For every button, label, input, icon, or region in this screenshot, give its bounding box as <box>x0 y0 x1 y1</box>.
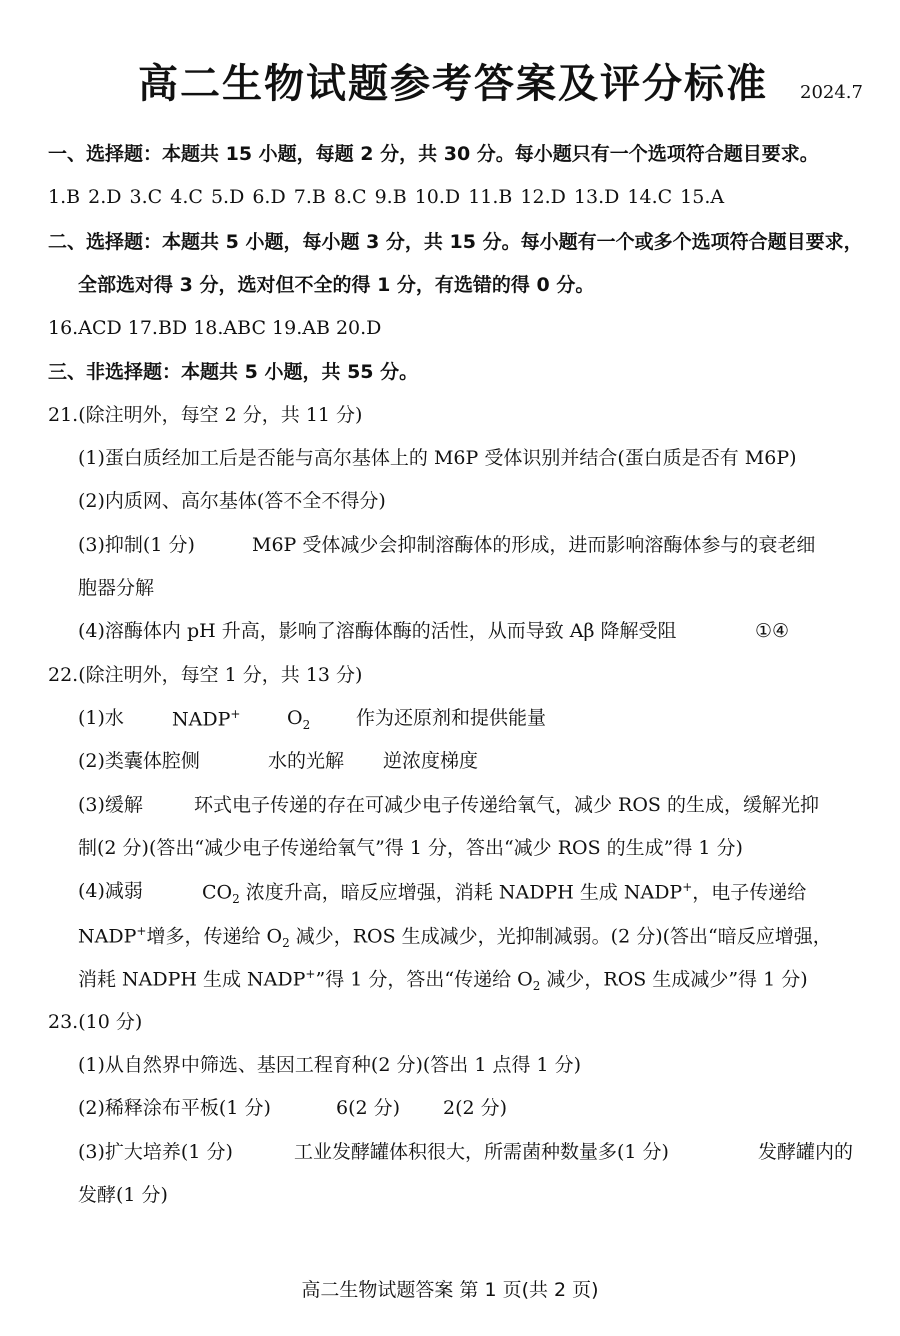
section1-answers: 1.B 2.D 3.C 4.C 5.D 6.D 7.B 8.C 9.B 10.D 11.B 12.D 13.D 14.C 15.A <box>48 186 725 208</box>
q21-part4-answer: (4)溶酶体内 pH 升高，影响了溶酶体酶的活性，从而导致 Aβ 降解受阻 <box>78 620 677 642</box>
q21-part3-explanation: M6P 受体减少会抑制溶酶体的形成，进而影响溶酶体参与的衰老细 <box>252 534 816 556</box>
q21-part4-options: ①④ <box>755 620 790 642</box>
q21-part1: (1)蛋白质经加工后是否能与高尔基体上的 M6P 受体识别并结合(蛋白质是否有 M6P) <box>78 447 797 469</box>
section3-heading: 三、非选择题：本题共 5 小题，共 55 分。 <box>48 361 419 383</box>
q22-part3-continued: 制(2 分)(答出“减少电子传递给氧气”得 1 分，答出“减少 ROS 的生成”得 1 分) <box>78 837 743 859</box>
q22-part1-answer4: 作为还原剂和提供能量 <box>356 707 547 729</box>
q22-part2-answer3: 逆浓度梯度 <box>383 750 479 772</box>
section1-heading: 一、选择题：本题共 15 小题，每题 2 分，共 30 分。每小题只有一个选项符合题目要求。 <box>48 143 819 165</box>
q22-part4-continued-2: 消耗 NADPH 生成 NADP+”得 1 分，答出“传递给 $O_2$ 减少，ROS 生成减少”得 1 分) <box>78 967 808 994</box>
q23-part2-answer1: (2)稀释涂布平板(1 分) <box>78 1097 271 1119</box>
page-footer: 高二生物试题答案 第 1 页(共 2 页) <box>301 1279 599 1301</box>
q22-part1-answer2: NADP+ <box>172 707 241 731</box>
q23-part3-answer1: (3)扩大培养(1 分) <box>78 1141 233 1163</box>
q21-part2: (2)内质网、高尔基体(答不全不得分) <box>78 490 386 512</box>
q21-part3-continued: 胞器分解 <box>78 577 155 599</box>
q22-part2-answer1: (2)类囊体腔侧 <box>78 750 200 772</box>
q23-part2-answer3: 2(2 分) <box>443 1097 508 1119</box>
exam-date: 2024.7 <box>800 82 863 103</box>
q23-part3-answer3: 发酵罐内的 <box>758 1141 854 1163</box>
q22-part4-continued-1: NADP+增多，传递给 $O_2$ 减少，ROS 生成减少，光抑制减弱。(2 分)(答出“暗反应增强， <box>78 924 832 951</box>
q21-part3-answer: (3)抑制(1 分) <box>78 534 195 556</box>
page-title: 高二生物试题参考答案及评分标准 <box>138 61 768 107</box>
q23-part2-answer2: 6(2 分) <box>336 1097 401 1119</box>
section2-heading-line1: 二、选择题：本题共 5 小题，每小题 3 分，共 15 分。每小题有一个或多个选项符合题目要求， <box>48 231 863 253</box>
q22-part4-answer: (4)减弱 <box>78 880 143 902</box>
q23-title: 23.(10 分) <box>48 1011 143 1033</box>
q23-part3-continued: 发酵(1 分) <box>78 1184 168 1206</box>
q22-title: 22.(除注明外，每空 1 分，共 13 分) <box>48 664 363 686</box>
q22-part3-answer: (3)缓解 <box>78 794 143 816</box>
q21-title: 21.(除注明外，每空 2 分，共 11 分) <box>48 404 363 426</box>
header <box>0 52 900 112</box>
q22-part1-answer1: (1)水 <box>78 707 124 729</box>
q22-part1-answer3: $O_2$ <box>287 707 311 732</box>
section2-heading-line2: 全部选对得 3 分，选对但不全的得 1 分，有选错的得 0 分。 <box>78 274 595 296</box>
section2-answers: 16.ACD 17.BD 18.ABC 19.AB 20.D <box>48 317 382 339</box>
q22-part3-explanation: 环式电子传递的存在可减少电子传递给氧气，减少 ROS 的生成，缓解光抑 <box>194 794 819 816</box>
q23-part3-answer2: 工业发酵罐体积很大，所需菌种数量多(1 分) <box>294 1141 669 1163</box>
q23-part1: (1)从自然界中筛选、基因工程育种(2 分)(答出 1 点得 1 分) <box>78 1054 582 1076</box>
q22-part2-answer2: 水的光解 <box>268 750 345 772</box>
q22-part4-explanation: $CO_2$ 浓度升高，暗反应增强，消耗 NADPH 生成 NADP+，电子传递给 <box>202 880 807 907</box>
